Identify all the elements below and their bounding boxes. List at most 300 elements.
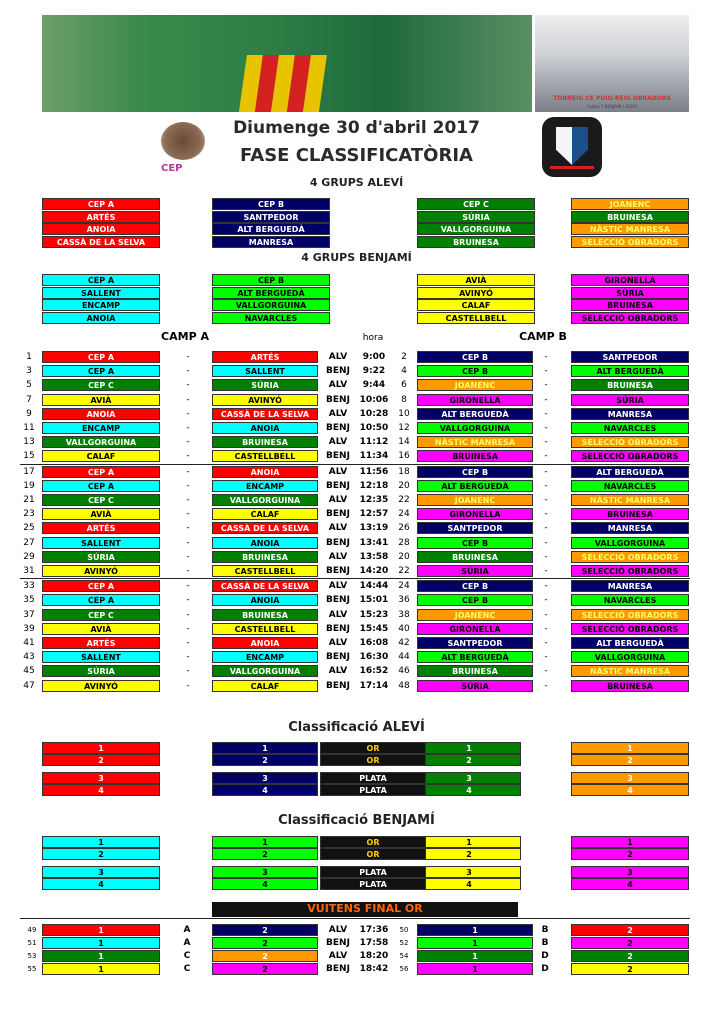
match-number: 8 [401, 394, 407, 405]
vs-dash: - [544, 495, 548, 505]
vs-dash: - [544, 437, 548, 448]
category: BENJ [326, 480, 350, 491]
away-team-b: SELECCIÓ OBRADORS [571, 609, 689, 621]
away-team-b: MANRESA [571, 580, 689, 592]
home-team-a: CEP A [42, 480, 160, 492]
away-team-b: SELECCIÓ OBRADORS [571, 450, 689, 462]
match-time: 15:45 [359, 623, 389, 634]
category: BENJ [326, 394, 350, 405]
hora-header: hora [362, 333, 384, 343]
match-number: 39 [23, 623, 35, 634]
away-team-b: ALT BERGUEDÀ [571, 637, 689, 649]
category: ALV [328, 352, 348, 362]
class-position-cell: 1 [42, 836, 160, 848]
tournament-subcaption: Futbol 7 BENJAMÍ I ALEVÍ [587, 104, 637, 109]
category: BENJ [326, 509, 350, 520]
vs-dash: - [186, 523, 190, 534]
away-team-a: CASSÀ DE LA SELVA [212, 408, 318, 420]
home-team-a: CALAF [42, 450, 160, 462]
match-number: 43 [23, 652, 35, 663]
away-team-a: CALAF [212, 508, 318, 520]
category: ALV [328, 551, 348, 562]
category: ALV [328, 925, 348, 935]
class-position-cell: 2 [571, 754, 689, 766]
vs-dash: - [544, 595, 548, 606]
match-number: 16 [398, 451, 410, 462]
class-medal-label: OR [320, 742, 426, 754]
away-team-a: CASTELLBELL [212, 623, 318, 635]
home-team-a: SALLENT [42, 537, 160, 549]
match-number: 40 [398, 623, 410, 634]
home-team-a: CEP A [42, 365, 160, 377]
vs-dash: - [186, 352, 190, 362]
home-team-a: AVIÀ [42, 508, 160, 520]
vs-dash: - [186, 537, 190, 548]
match-time: 11:56 [359, 466, 389, 477]
match-time: 18:42 [359, 964, 389, 974]
category: ALV [328, 666, 348, 677]
class-position-cell: 1 [571, 836, 689, 848]
home-team-b: JOANENC [417, 379, 533, 391]
group-team-cell: SÚRIA [417, 211, 535, 223]
home-team-a: VALLGORGUINA [42, 436, 160, 448]
match-time: 17:58 [359, 938, 389, 948]
away-team-b: MANRESA [571, 408, 689, 420]
match-number: 21 [23, 495, 35, 505]
vuitens-title: VUITENS FINAL OR [307, 902, 423, 915]
class-medal-label: OR [320, 836, 426, 848]
vuitens-team-cell: 1 [417, 963, 533, 975]
category: BENJ [326, 566, 350, 576]
category: ALV [328, 408, 348, 419]
match-time: 14:20 [359, 566, 389, 576]
match-time: 17:36 [359, 925, 389, 935]
match-number: 51 [27, 939, 37, 947]
match-number: 37 [23, 609, 35, 620]
home-team-a: CEP C [42, 609, 160, 621]
vs-dash: - [186, 666, 190, 677]
vs-dash: - [186, 380, 190, 391]
category: BENJ [326, 595, 350, 606]
home-team-a: AVIÀ [42, 394, 160, 406]
class-position-cell: 4 [417, 784, 521, 796]
cep-logo-text: CEP [161, 163, 183, 174]
match-number: 53 [27, 952, 37, 960]
vs-dash: - [544, 638, 548, 648]
match-number: 19 [23, 480, 35, 491]
home-team-b: GIRONELLA [417, 623, 533, 635]
away-team-a: BRUINESA [212, 609, 318, 621]
match-number: 50 [399, 926, 409, 934]
away-team-b: NAVARCLES [571, 594, 689, 606]
category: BENJ [326, 623, 350, 634]
match-time: 16:30 [359, 652, 389, 663]
home-team-b: SÚRIA [417, 565, 533, 577]
away-team-a: ARTÉS [212, 351, 318, 363]
vuitens-team-cell: 2 [571, 937, 689, 949]
match-time: 9:44 [362, 380, 386, 391]
away-team-a: ANOIA [212, 637, 318, 649]
category: BENJ [326, 652, 350, 663]
match-number: 47 [23, 680, 35, 691]
class-position-cell: 3 [212, 866, 318, 878]
away-team-b: SELECCIÓ OBRADORS [571, 436, 689, 448]
class-position-cell: 2 [417, 848, 521, 860]
away-team-b: NÀSTIC MANRESA [571, 494, 689, 506]
vuitens-team-cell: 1 [417, 924, 533, 936]
category: ALV [328, 581, 348, 592]
home-team-b: VALLGORGUINA [417, 422, 533, 434]
vuitens-team-cell: 2 [212, 950, 318, 962]
away-team-b: SANTPEDOR [571, 351, 689, 363]
vs-dash: - [544, 581, 548, 592]
vs-dash: - [544, 652, 548, 663]
class-position-cell: 2 [212, 848, 318, 860]
vuitens-team-cell: 1 [42, 924, 160, 936]
vs-dash: - [186, 394, 190, 405]
match-time: 12:35 [359, 495, 389, 505]
class-medal-label: PLATA [320, 772, 426, 784]
vs-dash: - [544, 537, 548, 548]
group-team-cell: AVINYÓ [417, 287, 535, 299]
away-team-b: NÀSTIC MANRESA [571, 665, 689, 677]
match-number: 1 [26, 352, 32, 362]
match-number: 3 [26, 366, 32, 377]
category: BENJ [326, 451, 350, 462]
class-position-cell: 3 [212, 772, 318, 784]
shield-bar [550, 166, 594, 169]
match-number: 52 [399, 939, 409, 947]
class-position-cell: 1 [417, 742, 521, 754]
tournament-photo [535, 15, 689, 112]
group-team-cell: BRUINESA [571, 299, 689, 311]
match-time: 15:23 [359, 609, 389, 620]
category: ALV [328, 466, 348, 477]
home-team-b: BRUINESA [417, 551, 533, 563]
match-number: 12 [398, 423, 410, 433]
match-number: 10 [398, 408, 410, 419]
class-medal-label: PLATA [320, 866, 426, 878]
home-team-a: CEP C [42, 379, 160, 391]
match-number: 46 [398, 666, 410, 677]
class-medal-label: OR [320, 848, 426, 860]
vs-dash: - [544, 680, 548, 691]
group-team-cell: CEP A [42, 198, 160, 210]
group-team-cell: JOANENC [571, 198, 689, 210]
home-team-a: CEP C [42, 494, 160, 506]
home-team-a: ARTÉS [42, 637, 160, 649]
vs-dash: - [186, 366, 190, 377]
class-position-cell: 1 [42, 742, 160, 754]
class-position-cell: 2 [42, 754, 160, 766]
match-number: 26 [398, 523, 410, 534]
match-time: 10:28 [359, 408, 389, 419]
match-time: 13:19 [359, 523, 389, 534]
match-number: 54 [399, 952, 409, 960]
class-position-cell: 3 [571, 772, 689, 784]
match-number: 2 [401, 352, 407, 362]
home-team-b: CEP B [417, 537, 533, 549]
match-number: 24 [398, 509, 410, 520]
vs-dash: - [186, 595, 190, 606]
match-number: 55 [27, 965, 37, 973]
match-time: 16:52 [359, 666, 389, 677]
schedule-divider [20, 464, 690, 465]
match-number: 9 [26, 408, 32, 419]
class-position-cell: 3 [42, 866, 160, 878]
home-team-b: CEP B [417, 580, 533, 592]
match-number: 4 [401, 366, 407, 377]
category: ALV [328, 437, 348, 448]
home-team-b: SANTPEDOR [417, 637, 533, 649]
match-number: 15 [23, 451, 35, 462]
home-team-b: SANTPEDOR [417, 522, 533, 534]
category: BENJ [326, 680, 350, 691]
home-team-a: CEP A [42, 580, 160, 592]
away-team-b: SELECCIÓ OBRADORS [571, 551, 689, 563]
group-letter: A [183, 925, 191, 935]
match-number: 6 [401, 380, 407, 391]
class-medal-label: PLATA [320, 878, 426, 890]
home-team-b: CEP B [417, 365, 533, 377]
away-team-a: CASSÀ DE LA SELVA [212, 522, 318, 534]
match-number: 36 [398, 595, 410, 606]
vs-dash: - [186, 408, 190, 419]
category: BENJ [326, 938, 350, 948]
vuitens-team-cell: 1 [42, 937, 160, 949]
away-team-a: CASTELLBELL [212, 450, 318, 462]
match-number: 18 [398, 466, 410, 477]
vuitens-divider [20, 918, 690, 919]
vs-dash: - [186, 623, 190, 634]
group-team-cell: AVIÀ [417, 274, 535, 286]
group-team-cell: CEP B [212, 198, 330, 210]
away-team-a: AVINYÓ [212, 394, 318, 406]
header-photo [42, 15, 532, 112]
class-position-cell: 2 [417, 754, 521, 766]
home-team-b: CEP B [417, 594, 533, 606]
group-team-cell: CEP B [212, 274, 330, 286]
vs-dash: - [544, 466, 548, 477]
benjami-groups-title: 4 GRUPS BENJAMÍ [301, 251, 412, 264]
group-letter: D [541, 951, 549, 961]
home-team-a: AVIÀ [42, 623, 160, 635]
class-position-cell: 2 [571, 848, 689, 860]
away-team-a: ANOIA [212, 537, 318, 549]
away-team-b: VALLGORGUINA [571, 537, 689, 549]
match-time: 9:22 [362, 366, 386, 377]
vs-dash: - [186, 638, 190, 648]
vs-dash: - [544, 394, 548, 405]
home-team-a: CEP A [42, 351, 160, 363]
vs-dash: - [544, 566, 548, 576]
class-position-cell: 4 [42, 878, 160, 890]
class-position-cell: 1 [571, 742, 689, 754]
away-team-b: SÚRIA [571, 394, 689, 406]
away-team-b: NAVARCLES [571, 422, 689, 434]
group-team-cell: ANOIA [42, 223, 160, 235]
away-team-a: ANOIA [212, 594, 318, 606]
vs-dash: - [544, 480, 548, 491]
vuitens-team-cell: 1 [417, 937, 533, 949]
class-position-cell: 3 [571, 866, 689, 878]
home-team-a: AVINYÓ [42, 680, 160, 692]
away-team-a: ANOIA [212, 466, 318, 478]
vs-dash: - [186, 551, 190, 562]
home-team-a: ARTÉS [42, 522, 160, 534]
home-team-a: SÚRIA [42, 665, 160, 677]
group-team-cell: VALLGORGUINA [212, 299, 330, 311]
group-team-cell: SELECCIÓ OBRADORS [571, 312, 689, 324]
event-date: Diumenge 30 d'abril 2017 [233, 118, 480, 138]
match-number: 44 [398, 652, 410, 663]
home-team-a: CEP A [42, 594, 160, 606]
class-position-cell: 3 [42, 772, 160, 784]
match-number: 13 [23, 437, 35, 448]
group-team-cell: MANRESA [212, 236, 330, 248]
home-team-b: JOANENC [417, 609, 533, 621]
match-time: 13:41 [359, 537, 389, 548]
vs-dash: - [186, 466, 190, 477]
group-team-cell: CASTELLBELL [417, 312, 535, 324]
away-team-b: NAVARCLES [571, 480, 689, 492]
class-position-cell: 1 [417, 836, 521, 848]
group-letter: C [183, 951, 191, 961]
vs-dash: - [544, 509, 548, 520]
match-number: 27 [23, 537, 35, 548]
class-benjami-title: Classificació BENJAMÍ [278, 813, 435, 828]
group-team-cell: CALAF [417, 299, 535, 311]
match-number: 41 [23, 638, 35, 648]
vs-dash: - [544, 423, 548, 433]
away-team-a: BRUINESA [212, 436, 318, 448]
class-medal-label: PLATA [320, 784, 426, 796]
vs-dash: - [186, 509, 190, 520]
group-team-cell: ANOIA [42, 312, 160, 324]
category: BENJ [326, 537, 350, 548]
group-team-cell: SÚRIA [571, 287, 689, 299]
group-letter: A [183, 938, 191, 948]
group-team-cell: BRUINESA [417, 236, 535, 248]
home-team-b: BRUINESA [417, 450, 533, 462]
home-team-a: CEP A [42, 466, 160, 478]
match-number: 14 [398, 437, 410, 448]
category: ALV [328, 380, 348, 391]
home-team-a: AVINYÓ [42, 565, 160, 577]
home-team-a: ANOIA [42, 408, 160, 420]
away-team-b: SELECCIÓ OBRADORS [571, 623, 689, 635]
vuitens-team-cell: 2 [212, 924, 318, 936]
away-team-a: CASTELLBELL [212, 565, 318, 577]
match-number: 7 [26, 394, 32, 405]
category: BENJ [326, 964, 350, 974]
match-time: 10:06 [359, 394, 389, 405]
class-position-cell: 1 [212, 836, 318, 848]
home-team-b: CEP B [417, 466, 533, 478]
class-position-cell: 2 [42, 848, 160, 860]
class-position-cell: 4 [417, 878, 521, 890]
group-team-cell: ARTÉS [42, 211, 160, 223]
match-number: 38 [398, 609, 410, 620]
match-number: 35 [23, 595, 35, 606]
match-time: 10:50 [359, 423, 389, 433]
class-position-cell: 4 [212, 878, 318, 890]
match-number: 22 [398, 566, 410, 576]
match-time: 17:14 [359, 680, 389, 691]
vuitens-team-cell: 2 [571, 924, 689, 936]
group-team-cell: SALLENT [42, 287, 160, 299]
vs-dash: - [544, 380, 548, 391]
category: ALV [328, 951, 348, 961]
away-team-b: ALT BERGUEDÀ [571, 466, 689, 478]
vs-dash: - [186, 437, 190, 448]
vuitens-team-cell: 2 [571, 963, 689, 975]
category: BENJ [326, 366, 350, 377]
group-letter: D [541, 964, 549, 974]
home-team-b: ALT BERGUEDÀ [417, 480, 533, 492]
match-time: 12:57 [359, 509, 389, 520]
match-number: 33 [23, 581, 35, 592]
tournament-caption: TORNEIG CE PUIG-REIG OBRADORS [553, 95, 671, 102]
group-letter: C [183, 964, 191, 974]
home-team-b: CEP B [417, 351, 533, 363]
away-team-b: SELECCIÓ OBRADORS [571, 565, 689, 577]
match-number: 48 [398, 680, 410, 691]
class-position-cell: 2 [212, 754, 318, 766]
vs-dash: - [544, 609, 548, 620]
vuitens-team-cell: 2 [212, 963, 318, 975]
class-position-cell: 4 [212, 784, 318, 796]
match-time: 12:18 [359, 480, 389, 491]
away-team-a: ANOIA [212, 422, 318, 434]
home-team-b: GIRONELLA [417, 394, 533, 406]
vuitens-team-cell: 1 [42, 950, 160, 962]
match-number: 22 [398, 495, 410, 505]
home-team-b: ALT BERGUEDÀ [417, 408, 533, 420]
group-team-cell: SELECCIÓ OBRADORS [571, 236, 689, 248]
match-number: 31 [23, 566, 35, 576]
match-number: 24 [398, 581, 410, 592]
vs-dash: - [544, 366, 548, 377]
match-number: 23 [23, 509, 35, 520]
match-number: 28 [398, 537, 410, 548]
away-team-b: MANRESA [571, 522, 689, 534]
home-team-b: BRUINESA [417, 665, 533, 677]
match-time: 14:44 [359, 581, 389, 592]
vs-dash: - [544, 523, 548, 534]
home-team-a: SÚRIA [42, 551, 160, 563]
home-team-b: SÚRIA [417, 680, 533, 692]
class-position-cell: 1 [212, 742, 318, 754]
match-number: 20 [398, 551, 410, 562]
group-team-cell: VALLGORGUINA [417, 223, 535, 235]
away-team-a: VALLGORGUINA [212, 494, 318, 506]
category: ALV [328, 523, 348, 534]
camp-b-header: CAMP B [519, 330, 567, 343]
alevi-groups-title: 4 GRUPS ALEVÍ [309, 176, 404, 189]
away-team-b: BRUINESA [571, 379, 689, 391]
vuitens-team-cell: 2 [571, 950, 689, 962]
vuitens-team-cell: 2 [212, 937, 318, 949]
group-team-cell: NAVARCLES [212, 312, 330, 324]
category: ALV [328, 495, 348, 505]
group-team-cell: SANTPEDOR [212, 211, 330, 223]
home-team-b: NÀSTIC MANRESA [417, 436, 533, 448]
away-team-a: CASSÀ DE LA SELVA [212, 580, 318, 592]
group-team-cell: CEP A [42, 274, 160, 286]
group-team-cell: BRUINESA [571, 211, 689, 223]
away-team-a: SALLENT [212, 365, 318, 377]
